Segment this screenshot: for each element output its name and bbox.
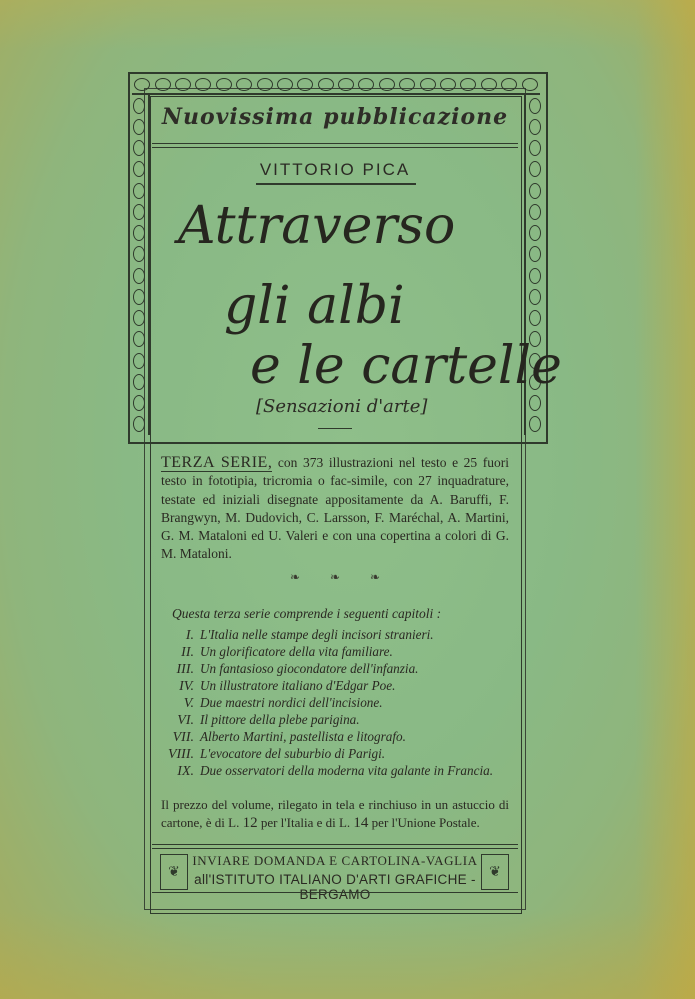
divider <box>152 844 518 845</box>
announcement-heading: Nuovissima pubblicazione <box>161 104 509 130</box>
chapter-list <box>166 626 516 779</box>
subtitle: [Sensazioni d'arte] <box>256 396 428 417</box>
list-item: I. L'Italia nelle stampe degli incisori stranieri. <box>185 627 434 643</box>
title-line-3: e le cartelle <box>250 336 562 396</box>
divider <box>318 428 352 429</box>
list-item: IX. Due osservatori della moderna vita galante in Francia. <box>177 763 494 779</box>
italy-price: 12 <box>242 814 258 831</box>
series-label: TERZA SERIE, <box>161 454 273 471</box>
title-line-2: gli albi <box>224 276 405 336</box>
list-item: VI. Il pittore della plebe parigina. <box>177 712 360 728</box>
description-paragraph <box>161 454 509 564</box>
list-item: V. Due maestri nordici dell'incisione. <box>183 695 383 711</box>
divider <box>152 147 518 148</box>
title-line-1: Attraverso <box>178 196 456 256</box>
price-paragraph: Il prezzo del volume, rilegato in tela e rinchiuso in un astuccio di cartone, è di L. 12 per l'Italia e di L. 14 per l'Unione Postale. <box>161 797 509 831</box>
fleuron-icon: ❧ <box>329 570 341 584</box>
author-name: VITTORIO PICA <box>259 160 411 179</box>
fleuron-icon: ❧ <box>369 570 380 584</box>
chapters-intro: Questa terza serie comprende i seguenti capitoli : <box>172 606 442 621</box>
divider <box>256 183 416 185</box>
list-item: IV. Un illustratore italiano d'Edgar Poe. <box>179 678 396 694</box>
publisher-logo-icon: ❦ <box>160 854 188 890</box>
fleuron-icon: ❧ <box>290 570 301 584</box>
divider <box>152 143 518 144</box>
paper-edge-right <box>635 0 695 999</box>
ornament-top-border <box>132 75 540 95</box>
divider <box>152 848 518 849</box>
divider <box>152 892 518 893</box>
list-item: II. Un glorificatore della vita familiare. <box>181 644 393 660</box>
list-item: VIII. L'evocatore del suburbio di Parigi. <box>167 746 386 762</box>
ornament-left-border <box>130 95 150 435</box>
paper-edge-bottom <box>0 909 695 999</box>
abroad-price: 14 <box>353 814 369 831</box>
order-line-1: INVIARE DOMANDA E CARTOLINA-VAGLIA <box>192 853 478 868</box>
description-text: con 373 illustrazioni nel testo e 25 fuori testo in fototipia, tricromia o fac-simile, con 27 inquadrature, testate ed iniziali disegnate appositamente da A. Baruffi, F. Brangwyn, M. Dudovich, C. Larsson, F. Maréchal, A. Martini, G. M. Mataloni ed U. Valeri e con una copertina a colori di G. M. Mataloni. <box>161 455 510 562</box>
list-item: III. Un fantasioso giocondatore dell'infanzia. <box>176 661 419 677</box>
paper-edge-top <box>0 0 695 50</box>
list-item: VII. Alberto Martini, pastellista e litografo. <box>172 729 406 745</box>
fleuron-row <box>290 570 380 585</box>
publisher-logo-icon: ❦ <box>481 854 509 890</box>
order-line-2: all'ISTITUTO ITALIANO D'ARTI GRAFICHE - BERGAMO <box>194 872 476 902</box>
